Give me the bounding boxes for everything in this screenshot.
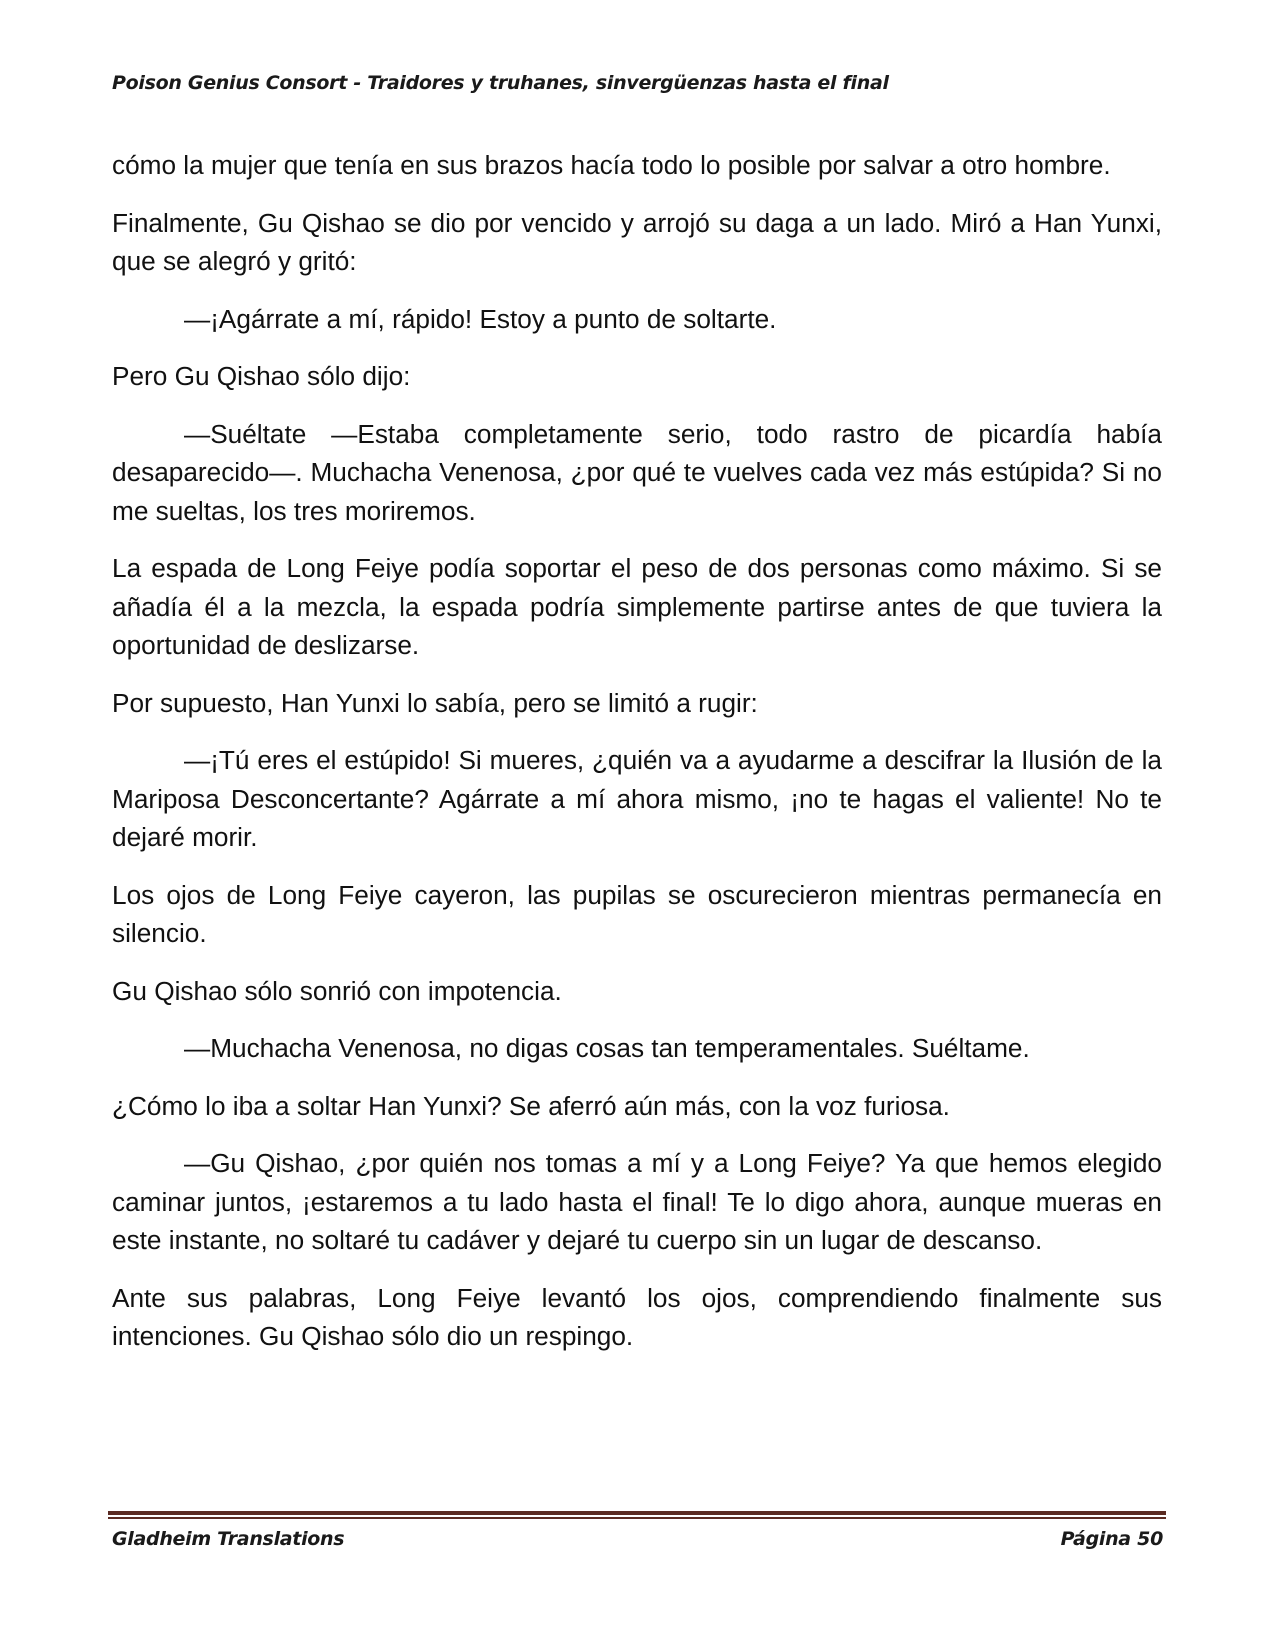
paragraph: Ante sus palabras, Long Feiye levantó los ojos, comprendiendo finalmente sus intenciones. Gu Qishao sólo dio un respingo. — [112, 1282, 1162, 1351]
paragraph: ¿Cómo lo iba a soltar Han Yunxi? Se aferró aún más, con la voz furiosa. — [112, 1090, 950, 1121]
footer-divider — [108, 1511, 1166, 1519]
dialogue-paragraph: —¡Agárrate a mí, rápido! Estoy a punto de soltarte. — [184, 303, 777, 334]
paragraph: La espada de Long Feiye podía soportar el peso de dos personas como máximo. Si se añadía él a la mezcla, la espada podría simplemente partirse antes de que tuviera la oportunidad de deslizarse. — [112, 553, 1162, 660]
paragraph: Por supuesto, Han Yunxi lo sabía, pero se limitó a rugir: — [112, 687, 758, 718]
footer-divider-thin-line — [108, 1517, 1166, 1519]
dialogue-paragraph: —Suéltate —Estaba completamente serio, todo rastro de picardía había desaparecido—. Muchacha Venenosa, ¿por qué te vuelves cada vez más estúpida? Si no me sueltas, los tres moriremos. — [112, 418, 1162, 526]
dialogue-paragraph: —Gu Qishao, ¿por quién nos tomas a mí y a Long Feiye? Ya que hemos elegido caminar juntos, ¡estaremos a tu lado hasta el final! Te lo digo ahora, aunque mueras en este instante, no soltaré tu cadáver y dejaré tu cuerpo sin un lugar de descanso. — [112, 1148, 1162, 1255]
page-number: Página 50 — [1060, 1528, 1163, 1550]
paragraph: Pero Gu Qishao sólo dijo: — [112, 361, 411, 391]
paragraph: Finalmente, Gu Qishao se dio por vencido y arrojó su daga a un lado. Miró a Han Yunxi, que se alegró y gritó: — [112, 207, 1162, 276]
dialogue-paragraph: —Muchacha Venenosa, no digas cosas tan temperamentales. Suéltame. — [184, 1033, 1030, 1063]
paragraph: Los ojos de Long Feiye cayeron, las pupilas se oscurecieron mientras permanecía en silencio. — [112, 879, 1162, 948]
footer-credit: Gladheim Translations — [112, 1528, 345, 1550]
page-body — [112, 146, 1162, 1375]
paragraph: cómo la mujer que tenía en sus brazos hacía todo lo posible por salvar a otro hombre. — [112, 150, 1111, 180]
page-header-title: Poison Genius Consort - Traidores y truhanes, sinvergüenzas hasta el final — [112, 72, 889, 94]
paragraph: Gu Qishao sólo sonrió con impotencia. — [112, 975, 562, 1006]
dialogue-paragraph: —¡Tú eres el estúpido! Si mueres, ¿quién va a ayudarme a descifrar la Ilusión de la Mariposa Desconcertante? Agárrate a mí ahora mismo, ¡no te hagas el valiente! No te dejaré morir. — [112, 745, 1162, 852]
